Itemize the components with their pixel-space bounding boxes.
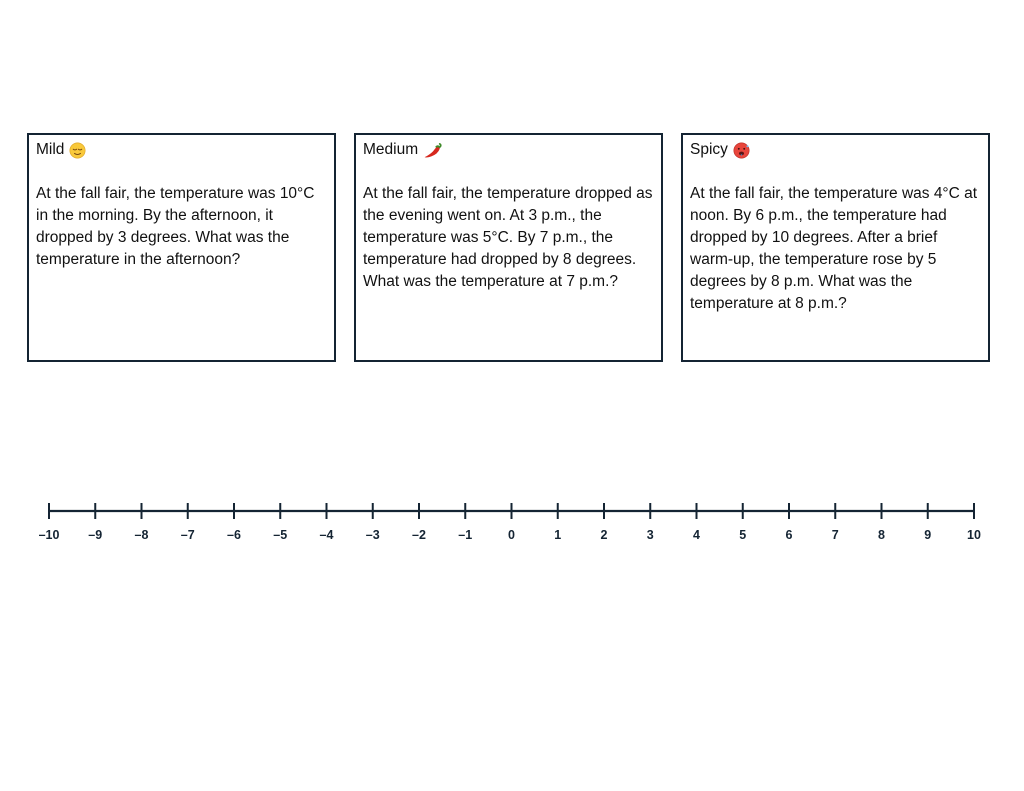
number-line-tick-label: 2 <box>600 528 608 542</box>
number-line-labels <box>39 528 981 542</box>
number-line-tick-label: 4 <box>693 528 700 542</box>
card-title: Medium <box>363 141 419 158</box>
number-line-tick-label: 5 <box>739 528 747 542</box>
card-title-row <box>690 140 982 160</box>
number-line-tick-label: –1 <box>458 528 473 542</box>
number-line-tick-label: 10 <box>967 528 981 542</box>
number-line-tick-label: 7 <box>831 528 839 542</box>
number-line-tick-label: –6 <box>227 528 241 542</box>
card-mild <box>27 133 336 362</box>
card-question-text: At the fall fair, the temperature dropped as the evening went on. At 3 p.m., the temperature was 5°C. By 7 p.m., the temperature had dropped by 8 degrees. What was the temperature at 7 p.m.? <box>363 185 653 290</box>
number-line-tick-label: –3 <box>365 528 380 542</box>
number-line-tick-label: 3 <box>646 528 654 542</box>
number-line-tick-label: 6 <box>785 528 793 542</box>
number-line-tick-label: 8 <box>878 528 885 542</box>
card-question-text: At the fall fair, the temperature was 4°C at noon. By 6 p.m., the temperature had dropped by 10 degrees. After a brief warm-up, the temperature rose by 5 degrees by 8 p.m. What was the temperature at 8 p.m.? <box>690 185 978 312</box>
hot-face-emoji-icon <box>733 142 750 159</box>
chili-pepper-emoji-icon <box>423 142 440 159</box>
number-line-tick-label: –10 <box>38 528 60 542</box>
card-title-row <box>363 140 655 160</box>
number-line-tick-label: 0 <box>508 528 515 542</box>
relieved-face-emoji-icon <box>69 142 86 159</box>
card-title: Spicy <box>690 141 728 158</box>
number-line-tick-label: –9 <box>88 528 103 542</box>
number-line-tick-label: –4 <box>319 528 334 542</box>
number-line <box>0 495 1024 555</box>
number-line-ticks <box>49 503 974 519</box>
number-line-tick-label: 9 <box>924 528 932 542</box>
number-line-tick-label: –2 <box>412 528 426 542</box>
number-line-tick-label: –7 <box>180 528 195 542</box>
card-title: Mild <box>36 141 65 158</box>
number-line-tick-label: 1 <box>554 528 562 542</box>
number-line-tick-label: –5 <box>273 528 288 542</box>
card-medium <box>354 133 663 362</box>
card-spicy <box>681 133 990 362</box>
card-question-text: At the fall fair, the temperature was 10°C in the morning. By the afternoon, it dropped by 3 degrees. What was the temperature in the afternoon? <box>36 185 315 268</box>
card-title-row <box>36 140 328 160</box>
number-line-tick-label: –8 <box>134 528 149 542</box>
